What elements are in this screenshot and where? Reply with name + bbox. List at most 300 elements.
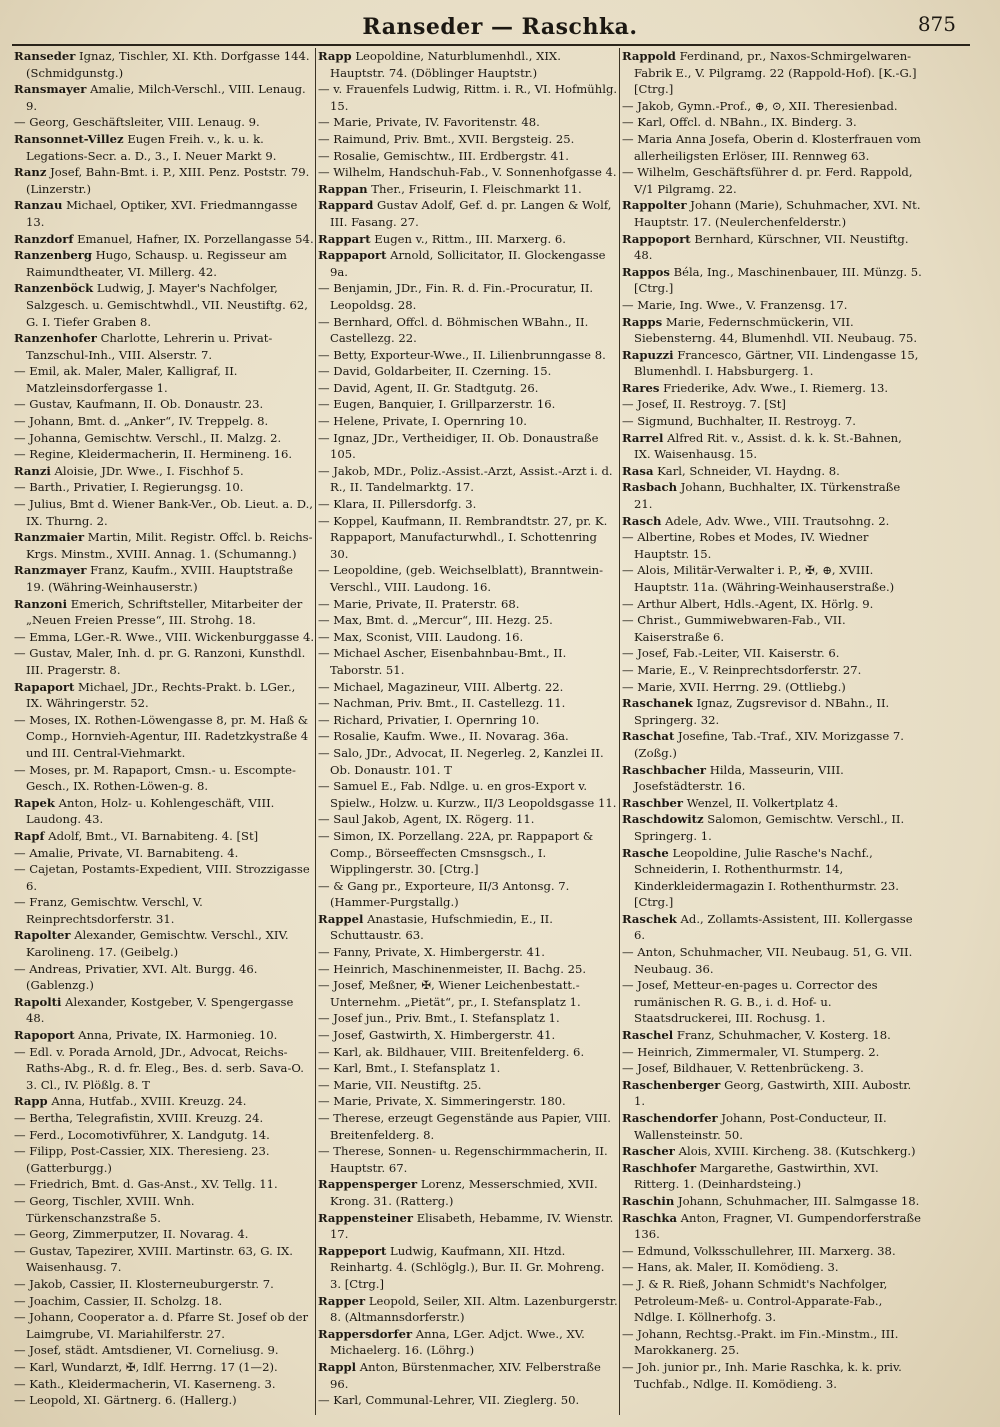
directory-entry (14, 795, 314, 828)
directory-entry (622, 197, 922, 230)
entry-surname: Raschdowitz (622, 812, 704, 827)
directory-entry (622, 297, 922, 314)
directory-entry (318, 1044, 618, 1061)
entry-text: Ferdinand, pr., Naxos-Schmirgelwaren-Fabrik E., V. Pilgramg. 22 (Rappold-Hof). [K.-G.] [Ctrg.] (634, 49, 917, 97)
directory-entry (14, 1243, 314, 1276)
directory-entry (318, 1326, 618, 1359)
entry-text: — Simon, IX. Porzellang. 22A, pr. Rappaport & Comp., Börseeffecten Cmsnsgsch., I. Wipplingerstr. 30. [Ctrg.] (318, 828, 594, 877)
entry-text: — Wilhelm, Geschäftsführer d. pr. Ferd. Rappold, V/1 Pilgramg. 22. (622, 165, 913, 196)
entry-text: — Bertha, Telegrafistin, XVIII. Kreuzg. 24. (14, 1111, 264, 1125)
entry-text: — Joh. junior pr., Inh. Marie Raschka, k. k. priv. Tuchfab., Ndlge. II. Komödieng. 3. (622, 1359, 902, 1391)
entry-text: Johann, Schuhmacher, III. Salmgasse 18. (677, 1193, 920, 1208)
entry-text: — Karl, ak. Bildhauer, VIII. Breitenfelderg. 6. (318, 1044, 585, 1059)
entry-text: Franz, Kaufm., XVIII. Hauptstraße 19. (Währing-Weinhauserstr.) (26, 563, 293, 594)
directory-entry (622, 430, 922, 463)
directory-entry (622, 679, 922, 696)
entry-surname: Rasbach (622, 480, 678, 495)
directory-entry (14, 1127, 314, 1144)
entry-text: — Cajetan, Postamts-Expedient, VIII. Strozzigasse 6. (14, 862, 310, 893)
entry-text: Salomon, Gemischtw. Verschl., II. Springerg. 1. (634, 812, 905, 843)
entry-text: — Amalie, Private, VI. Barnabiteng. 4. (14, 845, 239, 860)
entry-text: — Rosalie, Kaufm. Wwe., II. Novarag. 36a. (318, 729, 569, 744)
directory-entry (14, 247, 314, 280)
entry-text: Alois, XVIII. Kircheng. 38. (Kutschkerg.) (678, 1144, 916, 1159)
entry-text: — Josef, Meßner, ✠, Wiener Leichenbestatt.-Unternehm. „Pietät“, pr., I. Stefansplatz 1. (318, 978, 581, 1009)
entry-text: — Moses, pr. M. Rapaport, Cmsn.- u. Escompte-Gesch., IX. Rothen-Löwen-g. 8. (14, 762, 296, 794)
entry-text: Adele, Adv. Wwe., VIII. Trautsohng. 2. (665, 513, 890, 528)
page-number: 875 (917, 12, 956, 36)
entry-text: — Gustav, Tapezirer, XVIII. Martinstr. 63, G. IX. Waisenhausg. 7. (14, 1243, 293, 1275)
directory-entry (14, 1276, 314, 1293)
entry-text: — Andreas, Privatier, XVI. Alt. Burgg. 46. (Gablenzg.) (14, 961, 258, 993)
entry-text: — Filipp, Post-Cassier, XIX. Theresieng. 23. (Gatterburgg.) (14, 1144, 270, 1175)
directory-entry (318, 778, 618, 811)
directory-entry (318, 961, 618, 978)
entry-text: Emanuel, Hafner, IX. Porzellangasse 54. (77, 231, 314, 246)
entry-text: Béla, Ing., Maschinenbauer, III. Münzg. 5. [Ctrg.] (634, 264, 922, 296)
entry-surname: Ranzdorf (14, 231, 74, 246)
entry-text: Michael, Optiker, XVI. Friedmanngasse 13. (26, 198, 298, 229)
entry-text: — Joachim, Cassier, II. Scholzg. 18. (14, 1293, 223, 1308)
entry-text: Josefine, Tab.-Traf., XIV. Morizgasse 7. (Zoßg.) (634, 729, 904, 760)
entry-text: — Moses, IX. Rothen-Löwengasse 8, pr. M. Haß & Comp., Hornvieh-Agentur, III. Radetzkystraße 4 und III. Central-Viehmarkt. (14, 712, 309, 760)
entry-text: — Josef, Metteur-en-pages u. Corrector des rumänischen R. G. B., i. d. Hof- u. Staatsdruckerei, III. Rochusg. 1. (622, 978, 878, 1026)
directory-entry (14, 994, 314, 1027)
entry-surname: Ranz (14, 165, 47, 180)
directory-entry (318, 81, 618, 114)
entry-text: — Heinrich, Maschinenmeister, II. Bachg. 25. (318, 961, 587, 976)
entry-text: Anna, Hutfab., XVIII. Kreuzg. 24. (51, 1094, 247, 1109)
directory-entry (14, 1309, 314, 1342)
entry-text: Anna, Private, IX. Harmonieg. 10. (78, 1028, 278, 1043)
directory-entry (14, 1392, 314, 1409)
directory-entry (14, 479, 314, 496)
entry-text: — v. Frauenfels Ludwig, Rittm. i. R., VI. Hofmühlg. 15. (318, 82, 618, 113)
directory-entry (14, 496, 314, 529)
entry-text: — Christ., Gummiwebwaren-Fab., VII. Kaiserstraße 6. (622, 613, 846, 644)
directory-entry (318, 197, 618, 230)
entry-surname: Raschel (622, 1028, 674, 1043)
entry-text: Georg, Gastwirth, XIII. Aubostr. 1. (634, 1077, 912, 1109)
directory-entry (14, 413, 314, 430)
entry-surname: Ranzenberg (14, 248, 92, 263)
directory-entry (14, 961, 314, 994)
entry-text: Leopold, Seiler, XII. Altm. Lazenburgerstr. 8. (Altmannsdorferstr.) (330, 1293, 618, 1325)
entry-surname: Raschin (622, 1193, 675, 1208)
directory-entry (318, 496, 618, 513)
directory-entry (622, 114, 922, 131)
directory-entry (318, 1392, 618, 1409)
directory-entry (14, 1176, 314, 1193)
entry-text: — Jakob, Cassier, II. Klosterneuburgerstr. 7. (14, 1276, 274, 1291)
directory-entry (14, 1027, 314, 1044)
entry-text: Leopoldine, Naturblumenhdl., XIX. Hauptstr. 74. (Döblinger Hauptstr.) (330, 49, 561, 80)
directory-entry (622, 1044, 922, 1061)
directory-entry (14, 197, 314, 230)
entry-text: Anna, LGer. Adjct. Wwe., XV. Michaelerg. 16. (Löhrg.) (330, 1326, 585, 1358)
entry-text: — Albertine, Robes et Modes, IV. Wiedner Hauptstr. 15. (622, 530, 869, 561)
directory-entry (622, 131, 922, 164)
entry-surname: Ranzau (14, 198, 63, 213)
entry-text: — Emma, LGer.-R. Wwe., VIII. Wickenburggasse 4. (14, 629, 314, 644)
entry-surname: Rapoport (14, 1028, 75, 1043)
directory-entry (318, 380, 618, 397)
directory-entry (14, 1193, 314, 1226)
entry-text: — Max, Sconist, VIII. Laudong. 16. (318, 629, 524, 644)
entry-text: Adolf, Bmt., VI. Barnabiteng. 4. [St] (48, 828, 259, 843)
directory-entry (622, 944, 922, 977)
entry-text: — Bernhard, Offcl. d. Böhmischen WBahn., II. Castellezg. 22. (318, 314, 589, 346)
entry-text: — Therese, erzeugt Gegenstände aus Papier, VIII. Breitenfelderg. 8. (318, 1111, 611, 1142)
entry-surname: Raschendorfer (622, 1111, 718, 1125)
entry-text: Anton, Holz- u. Kohlengeschäft, VIII. Laudong. 43. (26, 795, 275, 827)
entry-text: Anastasie, Hufschmiedin, E., II. Schuttaustr. 63. (330, 911, 553, 943)
entry-text: — Friedrich, Bmt. d. Gas-Anst., XV. Tellg. 11. (14, 1177, 278, 1192)
directory-entry (318, 1093, 618, 1110)
entry-text: — Rosalie, Gemischtw., III. Erdbergstr. 41. (318, 148, 569, 163)
directory-entry (318, 695, 618, 712)
entry-text: Ther., Friseurin, I. Fleischmarkt 11. (371, 181, 582, 196)
entry-text: Anton, Fragner, VI. Gumpendorferstraße 136. (634, 1210, 921, 1242)
directory-entry (318, 1243, 618, 1293)
directory-entry (318, 131, 618, 148)
entry-text: Johann, Buchhalter, IX. Türkenstraße 21. (634, 480, 901, 512)
entry-surname: Rarrel (622, 430, 664, 445)
entry-text: — Gustav, Maler, Inh. d. pr. G. Ranzoni, Kunsthdl. III. Pragerstr. 8. (14, 646, 306, 677)
entry-text: Alexander, Gemischtw. Verschl., XIV. Karolineng. 17. (Geibelg.) (26, 928, 289, 960)
entry-surname: Rasch (622, 513, 662, 528)
entry-surname: Rapp (318, 49, 352, 63)
entry-text: — J. & R. Rieß, Johann Schmidt's Nachfolger, Petroleum-Meß- u. Control-Apparate-Fab., Ndlge. I. Köllnerhofg. 3. (622, 1276, 888, 1325)
entry-surname: Rappart (318, 231, 371, 246)
entry-text: — Leopold, XI. Gärtnerg. 6. (Hallerg.) (14, 1393, 237, 1408)
entry-text: — Fanny, Private, X. Himbergerstr. 41. (318, 945, 545, 960)
entry-text: — Josef, II. Restroyg. 7. [St] (622, 397, 786, 412)
entry-surname: Raschek (622, 911, 677, 926)
entry-text: — Marie, Private, X. Simmeringerstr. 180. (318, 1094, 566, 1109)
entry-surname: Raschber (622, 795, 684, 810)
directory-entry (622, 1210, 922, 1243)
entry-surname: Rascher (622, 1144, 675, 1159)
entry-text: Martin, Milit. Registr. Offcl. b. Reichs-Krgs. Minstm., XVIII. Annag. 1. (Schumanng.) (26, 530, 313, 561)
entry-text: — Karl, Wundarzt, ✠, Idlf. Herrng. 17 (1—2). (14, 1359, 278, 1374)
entry-text: — Regine, Kleidermacherin, II. Hermineng. 16. (14, 447, 293, 462)
entry-text: Margarethe, Gastwirthin, XVI. Ritterg. 1. (Deinhardsteing.) (634, 1160, 879, 1192)
directory-entry (622, 811, 922, 844)
entry-text: — Alois, Militär-Verwalter i. P., ✠, ⊕, XVIII. Hauptstr. 11a. (Währing-Weinhauserstraße.) (622, 563, 895, 594)
entry-text: — Raimund, Priv. Bmt., XVII. Bergsteig. 25. (318, 131, 575, 146)
directory-entry (622, 1243, 922, 1260)
directory-entry (622, 164, 922, 197)
entry-text: — Marie, Private, IV. Favoritenstr. 48. (318, 115, 540, 130)
entry-text: — Marie, Private, II. Praterstr. 68. (318, 596, 520, 611)
entry-text: Eugen Freih. v., k. u. k. Legations-Secr. a. D., 3., I. Neuer Markt 9. (26, 131, 277, 163)
entry-text: — Karl, Communal-Lehrer, VII. Zieglerg. 50. (318, 1393, 580, 1408)
directory-entry (318, 280, 618, 313)
entry-text: — Johann, Bmt. d. „Anker“, IV. Treppelg. 8. (14, 414, 269, 429)
entry-text: — Johanna, Gemischtw. Verschl., II. Malzg. 2. (14, 430, 282, 445)
directory-entry (622, 596, 922, 613)
entry-surname: Ranzmaier (14, 530, 85, 545)
directory-entry (318, 1077, 618, 1094)
entry-surname: Ransonnet-Villez (14, 131, 124, 146)
entry-text: Francesco, Gärtner, VII. Lindengasse 15, Blumenhdl. I. Habsburgerg. 1. (634, 347, 919, 379)
directory-entry (318, 430, 618, 463)
entry-text: Ignaz, Tischler, XI. Kth. Dorfgasse 144. (Schmidgunstg.) (26, 49, 310, 80)
entry-text: — Koppel, Kaufmann, II. Rembrandtstr. 27, pr. K. Rappaport, Manufacturwhdl., I. Schottenring 30. (318, 513, 608, 561)
entry-text: — Nachman, Priv. Bmt., II. Castellezg. 11. (318, 696, 566, 711)
entry-text: — Anton, Schuhmacher, VII. Neubaug. 51, G. VII. Neubaug. 36. (622, 945, 913, 976)
entry-text: — Josef, Fab.-Leiter, VII. Kaiserstr. 6. (622, 646, 840, 661)
entry-surname: Rappolter (622, 198, 687, 213)
directory-entry (14, 645, 314, 678)
directory-entry (622, 231, 922, 264)
directory-entry (318, 314, 618, 347)
directory-entry (622, 1259, 922, 1276)
entry-text: Lorenz, Messerschmied, XVII. Krong. 31. (Ratterg.) (330, 1177, 598, 1208)
entry-surname: Rappos (622, 264, 670, 279)
directory-entry (14, 712, 314, 762)
directory-entry (622, 396, 922, 413)
directory-entry (622, 728, 922, 761)
entry-text: Franz, Schuhmacher, V. Kosterg. 18. (676, 1028, 891, 1043)
entry-surname: Rapaport (14, 679, 75, 694)
directory-entry (622, 1326, 922, 1359)
directory-entry (14, 81, 314, 114)
directory-entry (14, 1093, 314, 1110)
page-title: Ranseder — Raschka. (362, 14, 638, 40)
directory-entry (318, 413, 618, 430)
column-middle (318, 48, 618, 1415)
directory-entry (14, 861, 314, 894)
directory-entry (622, 695, 922, 728)
directory-entry (622, 1110, 922, 1143)
directory-entry (318, 396, 618, 413)
entry-text: Alfred Rit. v., Assist. d. k. k. St.-Bahnen, IX. Waisenhausg. 15. (634, 430, 902, 462)
entry-text: — Edmund, Volksschullehrer, III. Marxerg. 38. (622, 1243, 896, 1258)
directory-entry (318, 1176, 618, 1209)
directory-entry (318, 148, 618, 165)
entry-text: — Josef, städt. Amtsdiener, VI. Corneliusg. 9. (14, 1343, 279, 1358)
directory-entry (14, 131, 314, 164)
entry-surname: Ranzenhofer (14, 331, 97, 346)
directory-entry (14, 1143, 314, 1176)
entry-text: — Marie, XVII. Herrng. 29. (Ottliebg.) (622, 679, 846, 694)
directory-entry (318, 745, 618, 778)
entry-text: — Georg, Geschäftsleiter, VIII. Lenaug. 9. (14, 115, 260, 130)
directory-entry (318, 977, 618, 1010)
entry-surname: Ranzenböck (14, 281, 94, 296)
directory-entry (14, 927, 314, 960)
directory-entry (622, 413, 922, 430)
directory-entry (14, 596, 314, 629)
directory-entry (14, 231, 314, 248)
directory-entry (14, 164, 314, 197)
directory-entry (318, 1210, 618, 1243)
entry-surname: Rappensteiner (318, 1210, 414, 1225)
entry-text: — Wilhelm, Handschuh-Fab., V. Sonnenhofgasse 4. (318, 165, 617, 180)
directory-entry (14, 363, 314, 396)
entry-text: Alexander, Kostgeber, V. Spengergasse 48. (26, 994, 294, 1026)
directory-entry (318, 944, 618, 961)
entry-text: Johann (Marie), Schuhmacher, XVI. Nt. Hauptstr. 17. (Neulerchenfelderstr.) (634, 198, 921, 229)
entry-text: Eugen v., Rittm., III. Marxerg. 6. (374, 231, 566, 246)
directory-entry (14, 430, 314, 447)
entry-text: — Emil, ak. Maler, Maler, Kalligraf, II. Matzleinsdorfergasse 1. (14, 364, 238, 395)
entry-surname: Rapper (318, 1293, 366, 1308)
entry-text: Ignaz, Zugsrevisor d. NBahn., II. Springerg. 32. (634, 696, 890, 727)
entry-text: — Karl, Offcl. d. NBahn., IX. Binderg. 3. (622, 115, 857, 130)
directory-entry (14, 762, 314, 795)
entry-text: Hilda, Masseurin, VIII. Josefstädterstr. 16. (634, 762, 844, 794)
directory-entry (318, 596, 618, 613)
directory-entry (622, 1143, 922, 1160)
entry-text: — Marie, VII. Neustiftg. 25. (318, 1077, 482, 1092)
entry-surname: Raschhofer (622, 1160, 697, 1175)
entry-text: Arnold, Sollicitator, II. Glockengasse 9a. (330, 248, 606, 279)
entry-text: Michael, JDr., Rechts-Prakt. b. LGer., IX. Währingerstr. 52. (26, 679, 296, 711)
directory-entry (622, 1077, 922, 1110)
entry-surname: Rappersdorfer (318, 1326, 413, 1341)
entry-surname: Rapek (14, 795, 55, 810)
entry-text: Marie, Federnschmückerin, VII. Siebensterng. 44, Blumenhdl. VII. Neubaug. 75. (634, 314, 918, 346)
directory-entry (318, 1293, 618, 1326)
entry-text: — Eugen, Banquier, I. Grillparzerstr. 16. (318, 397, 556, 412)
entry-surname: Rappeport (318, 1243, 387, 1258)
entry-text: Wenzel, II. Volkertplatz 4. (686, 795, 839, 810)
entry-text: — Betty, Exporteur-Wwe., II. Lilienbrunngasse 8. (318, 347, 606, 362)
directory-entry (14, 1293, 314, 1310)
entry-text: Leopoldine, Julie Rasche's Nachf., Schneiderin, I. Rothenthurmstr. 14, Kinderkleidermagazin I. Rothenthurmstr. 23. [Ctrg.] (634, 845, 899, 910)
entry-text: — Leopoldine, (geb. Weichselblatt), Branntwein-Verschl., VIII. Laudong. 16. (318, 563, 604, 594)
entry-text: — Karl, Bmt., I. Stefansplatz 1. (318, 1061, 501, 1076)
directory-entry (318, 1110, 618, 1143)
entry-text: — Therese, Sonnen- u. Regenschirmmacherin, II. Hauptstr. 67. (318, 1144, 608, 1175)
entry-text: — Marie, Ing. Wwe., V. Franzensg. 17. (622, 297, 848, 312)
directory-entry (14, 828, 314, 845)
entry-text: Charlotte, Lehrerin u. Privat-Tanzschul-Inh., VIII. Alserstr. 7. (26, 331, 273, 362)
directory-entry (318, 347, 618, 364)
column-right (622, 48, 922, 1415)
directory-entry (622, 463, 922, 480)
entry-surname: Raschbacher (622, 762, 707, 777)
entry-text: — Sigmund, Buchhalter, II. Restroyg. 7. (622, 414, 856, 429)
directory-entry (14, 1359, 314, 1376)
entry-text: Ad., Zollamts-Assistent, III. Kollergasse 6. (634, 911, 913, 943)
entry-text: Karl, Schneider, VI. Haydng. 8. (657, 463, 840, 478)
entry-text: — Salo, JDr., Advocat, II. Negerleg. 2, Kanzlei II. Ob. Donaustr. 101. T (318, 745, 604, 777)
entry-text: — Jakob, Gymn.-Prof., ⊕, ⊙, XII. Theresienbad. (622, 98, 898, 113)
entry-text: — Ignaz, JDr., Vertheidiger, II. Ob. Donaustraße 105. (318, 430, 599, 462)
column-divider (619, 48, 620, 1415)
entry-text: — Georg, Zimmerputzer, II. Novarag. 4. (14, 1227, 249, 1242)
entry-text: — David, Agent, II. Gr. Stadtgutg. 26. (318, 380, 539, 395)
entry-text: — Saul Jakob, Agent, IX. Rögerg. 11. (318, 812, 535, 827)
entry-text: Ludwig, J. Mayer's Nachfolger, Salzgesch. u. Gemischtwhdl., VII. Neustiftg. 62, G. I. Tiefer Graben 8. (26, 281, 308, 329)
directory-entry (622, 479, 922, 512)
entry-text: — David, Goldarbeiter, II. Czerning. 15. (318, 364, 552, 379)
directory-entry (318, 1060, 618, 1077)
directory-entry (622, 795, 922, 812)
entry-text: Gustav Adolf, Gef. d. pr. Langen & Wolf, III. Fasang. 27. (330, 198, 612, 229)
column-divider (315, 48, 316, 1415)
entry-surname: Ranzi (14, 463, 51, 478)
entry-surname: Rappel (318, 911, 364, 926)
directory-entry (622, 1060, 922, 1077)
entry-text: — Max, Bmt. d. „Mercur“, III. Hezg. 25. (318, 613, 553, 628)
directory-entry (318, 728, 618, 745)
directory-entry (318, 247, 618, 280)
directory-entry (14, 1110, 314, 1127)
directory-entry (318, 363, 618, 380)
entry-surname: Rappard (318, 198, 374, 213)
directory-entry (14, 330, 314, 363)
directory-entry (622, 347, 922, 380)
directory-entry (318, 181, 618, 198)
entry-surname: Rapuzzi (622, 347, 674, 362)
entry-text: Bernhard, Kürschner, VII. Neustiftg. 48. (634, 231, 909, 263)
entry-text: — Josef, Gastwirth, X. Himbergerstr. 41. (318, 1028, 556, 1043)
entry-text: Aloisie, JDr. Wwe., I. Fischhof 5. (54, 463, 244, 478)
directory-entry (318, 811, 618, 828)
entry-surname: Rappold (622, 49, 676, 63)
directory-entry (622, 1027, 922, 1044)
directory-entry (14, 894, 314, 927)
entry-surname: Rappoport (622, 231, 691, 246)
directory-entry (318, 645, 618, 678)
entry-surname: Ranseder (14, 49, 76, 63)
directory-entry (14, 114, 314, 131)
entry-text: — Klara, II. Pillersdorfg. 3. (318, 497, 477, 512)
entry-text: — Julius, Bmt d. Wiener Bank-Ver., Ob. Lieut. a. D., IX. Thurng. 2. (14, 497, 313, 528)
directory-entry (14, 529, 314, 562)
directory-entry (622, 1276, 922, 1326)
directory-entry (622, 662, 922, 679)
entry-text: Elisabeth, Hebamme, IV. Wienstr. 17. (330, 1210, 614, 1242)
entry-text: — Josef jun., Priv. Bmt., I. Stefansplatz 1. (318, 1011, 560, 1026)
directory-entry (14, 562, 314, 595)
directory-entry (318, 48, 618, 81)
entry-surname: Raschka (622, 1210, 677, 1225)
entry-text: — Johann, Cooperator a. d. Pfarre St. Josef ob der Laimgrube, VI. Mariahilferstr. 27. (14, 1310, 309, 1341)
directory-entry (622, 98, 922, 115)
entry-text: — Helene, Private, I. Opernring 10. (318, 414, 527, 429)
directory-entry (622, 1193, 922, 1210)
entry-surname: Rasa (622, 463, 654, 478)
directory-entry (318, 1359, 618, 1392)
entry-text: Amalie, Milch-Verschl., VIII. Lenaug. 9. (26, 82, 306, 113)
entry-text: — Josef, Bildhauer, V. Rettenbrückeng. 3. (622, 1061, 864, 1076)
directory-entry (14, 679, 314, 712)
directory-entry (318, 679, 618, 696)
directory-entry (14, 1044, 314, 1094)
entry-surname: Rapolti (14, 994, 62, 1009)
directory-entry (318, 911, 618, 944)
entry-surname: Rappl (318, 1359, 357, 1374)
entry-text: Emerich, Schriftsteller, Mitarbeiter der „Neuen Freien Presse“, III. Strohg. 18. (26, 596, 303, 628)
entry-text: — Michael, Magazineur, VIII. Albertg. 22. (318, 679, 564, 694)
entry-text: Johann, Post-Conducteur, II. Wallensteinstr. 50. (634, 1111, 887, 1142)
directory-entry (14, 845, 314, 862)
entry-surname: Ransmayer (14, 82, 87, 97)
directory-entry (318, 1143, 618, 1176)
entry-text: — Barth., Privatier, I. Regierungsg. 10. (14, 480, 244, 495)
directory-entry (14, 1226, 314, 1243)
entry-surname: Rapp (14, 1094, 48, 1109)
directory-entry (622, 562, 922, 595)
entry-text: Friederike, Adv. Wwe., I. Riemerg. 13. (663, 380, 889, 395)
directory-entry (622, 513, 922, 530)
